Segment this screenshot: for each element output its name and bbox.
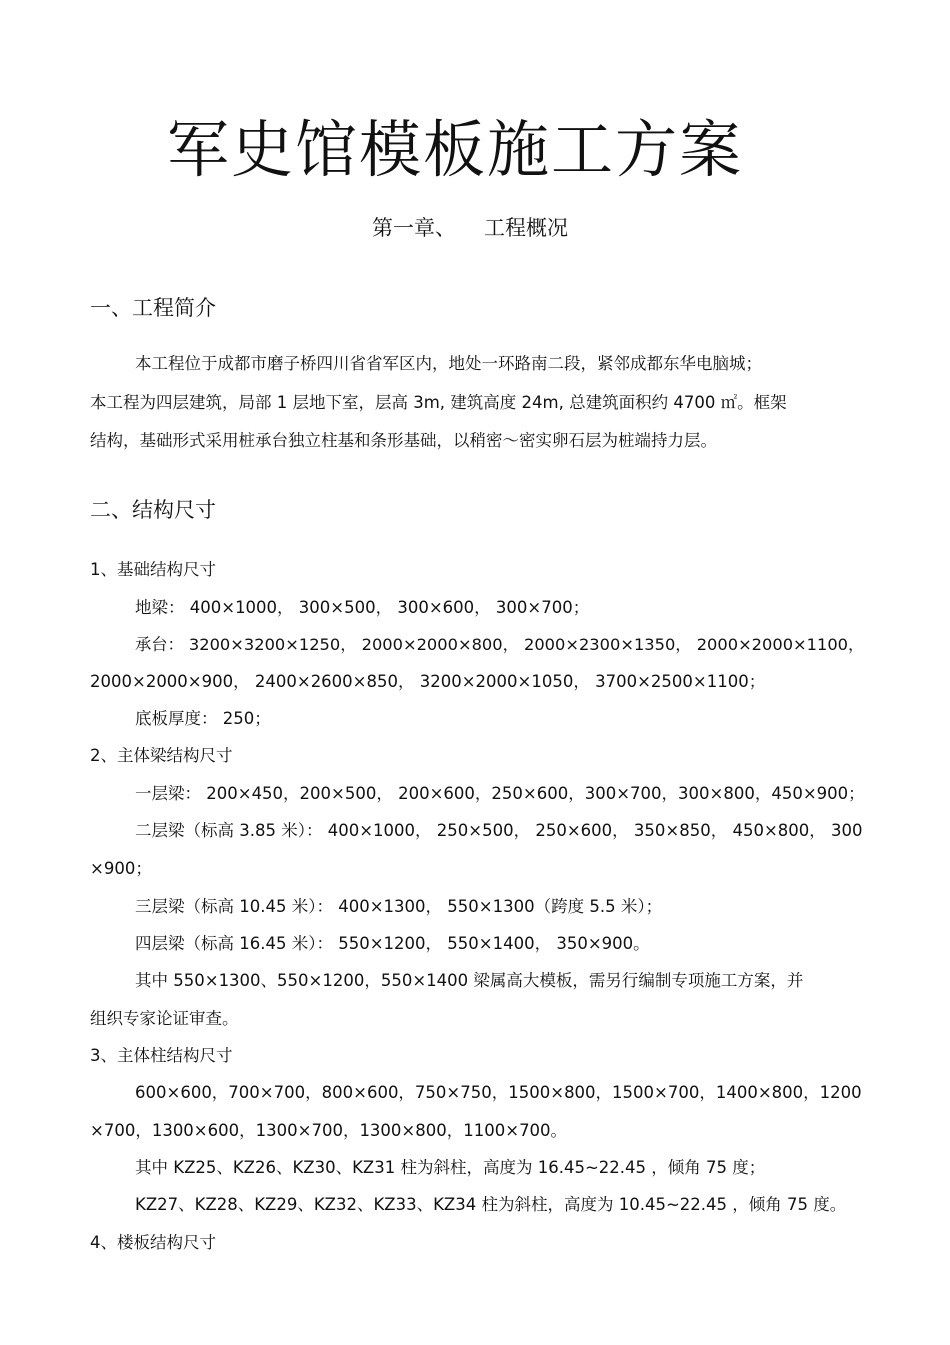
chapter-name: 工程概况 (484, 216, 568, 240)
paragraph-line: 本工程为四层建筑，局部 1 层地下室，层高 3m, 建筑高度 24m, 总建筑面积约 4700 ㎡。框架 (90, 393, 787, 412)
paragraph-line: 结构，基础形式采用桩承台独立柱基和条形基础，以稍密～密实卵石层为桩端持力层。 (90, 431, 717, 450)
paragraph-line: 2000×2000×900， 2400×2600×850， 3200×2000×1050， 3700×2500×1100； (90, 672, 766, 691)
section-heading-structure: 二、结构尺寸 (90, 498, 216, 522)
paragraph-line: 其中 550×1300、550×1200，550×1400 梁属高大模板，需另行编制专项施工方案，并 (135, 971, 804, 990)
paragraph-line: 四层梁（标高 16.45 米）： 550×1200， 550×1400， 350×900。 (135, 934, 650, 953)
paragraph-line: 其中 KZ25、KZ26、KZ30、KZ31 柱为斜柱，高度为 16.45~22.45 ，倾角 75 度； (135, 1158, 766, 1177)
chapter-heading (0, 213, 940, 243)
paragraph-line: ×700，1300×600，1300×700，1300×800，1100×700。 (90, 1121, 568, 1140)
paragraph-line: 底板厚度： 250； (135, 709, 271, 728)
paragraph-line: 二层梁（标高 3.85 米）： 400×1000， 250×500， 250×600， 350×850， 450×800， 300 (135, 821, 863, 840)
document-title: 军史馆模板施工方案 (166, 113, 743, 186)
subsection-heading: 4、楼板结构尺寸 (90, 1233, 216, 1252)
paragraph-line: 地梁： 400×1000， 300×500， 300×600， 300×700； (135, 598, 590, 617)
paragraph-line: KZ27、KZ28、KZ29、KZ32、KZ33、KZ34 柱为斜柱，高度为 10.45~22.45 ，倾角 75 度。 (135, 1195, 847, 1214)
chapter-number: 第一章、 (372, 216, 456, 240)
paragraph-line: 600×600，700×700，800×600，750×750，1500×800，1500×700，1400×800，1200 (135, 1083, 862, 1102)
paragraph-line: 承台： 3200×3200×1250， 2000×2000×800， 2000×2300×1350， 2000×2000×1100， (135, 635, 865, 654)
subsection-heading: 3、主体柱结构尺寸 (90, 1046, 233, 1065)
paragraph-line: 三层梁（标高 10.45 米）： 400×1300， 550×1300（跨度 5.5 米）； (135, 897, 663, 916)
subsection-heading: 2、主体梁结构尺寸 (90, 746, 233, 765)
subsection-heading: 1、基础结构尺寸 (90, 560, 216, 579)
paragraph-line: 本工程位于成都市磨子桥四川省省军区内，地处一环路南二段，紧邻成都东华电脑城； (135, 354, 762, 373)
paragraph-line: 组织专家论证审查。 (90, 1009, 239, 1028)
section-heading-overview: 一、工程简介 (90, 296, 216, 320)
paragraph-line: ×900； (90, 859, 152, 878)
paragraph-line: 一层梁： 200×450，200×500， 200×600，250×600，300×700，300×800，450×900； (135, 784, 865, 803)
